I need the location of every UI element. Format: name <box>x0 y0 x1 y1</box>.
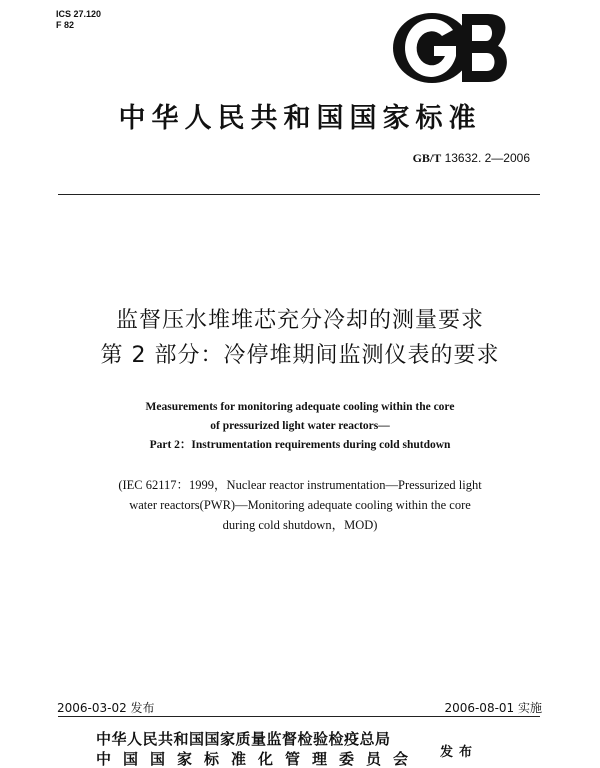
document-title-cn-line1: 监督压水堆堆芯充分冷却的测量要求 <box>115 308 484 333</box>
ics-code: ICS 27.120 <box>56 9 102 19</box>
publish-date: 2006-03-02 发布 <box>57 701 155 715</box>
national-standard-title: 中华人民共和国国家标准 <box>118 103 482 134</box>
iec-reference-line2: water reactors(PWR)—Monitoring adequate cooling within the core <box>129 498 471 512</box>
standard-code-prefix: GB/T <box>412 151 442 165</box>
top-divider <box>58 194 540 195</box>
document-title-cn-line2: 第 2 部分：冷停堆期间监测仪表的要求 <box>100 343 500 368</box>
iec-reference <box>0 475 600 535</box>
gb-logo-icon <box>392 12 510 84</box>
release-label: 发布 <box>440 745 479 760</box>
document-title-en-line3: Part 2：Instrumentation requirements during cold shutdown <box>149 439 451 451</box>
implementation-date: 2006-08-01 实施 <box>444 701 542 715</box>
document-title-en-line1: Measurements for monitoring adequate cooling within the core <box>145 401 455 413</box>
bottom-divider <box>58 716 540 717</box>
iec-reference-line1: (IEC 62117：1999，Nuclear reactor instrumentation—Pressurized light <box>118 478 482 492</box>
ccs-code: F 82 <box>56 20 75 30</box>
standard-number <box>413 151 530 166</box>
document-title-en <box>0 398 600 455</box>
ics-classification <box>56 9 101 31</box>
standard-code-number: 13632. 2—2006 <box>441 151 530 165</box>
issuer-aqsiq: 中华人民共和国国家质量监督检验检疫总局 <box>96 730 391 748</box>
issuer-sac: 中国国家标准化管理委员会 <box>96 750 421 768</box>
iec-reference-line3: during cold shutdown，MOD) <box>222 518 378 532</box>
document-title-en-line2: of pressurized light water reactors— <box>210 420 390 432</box>
